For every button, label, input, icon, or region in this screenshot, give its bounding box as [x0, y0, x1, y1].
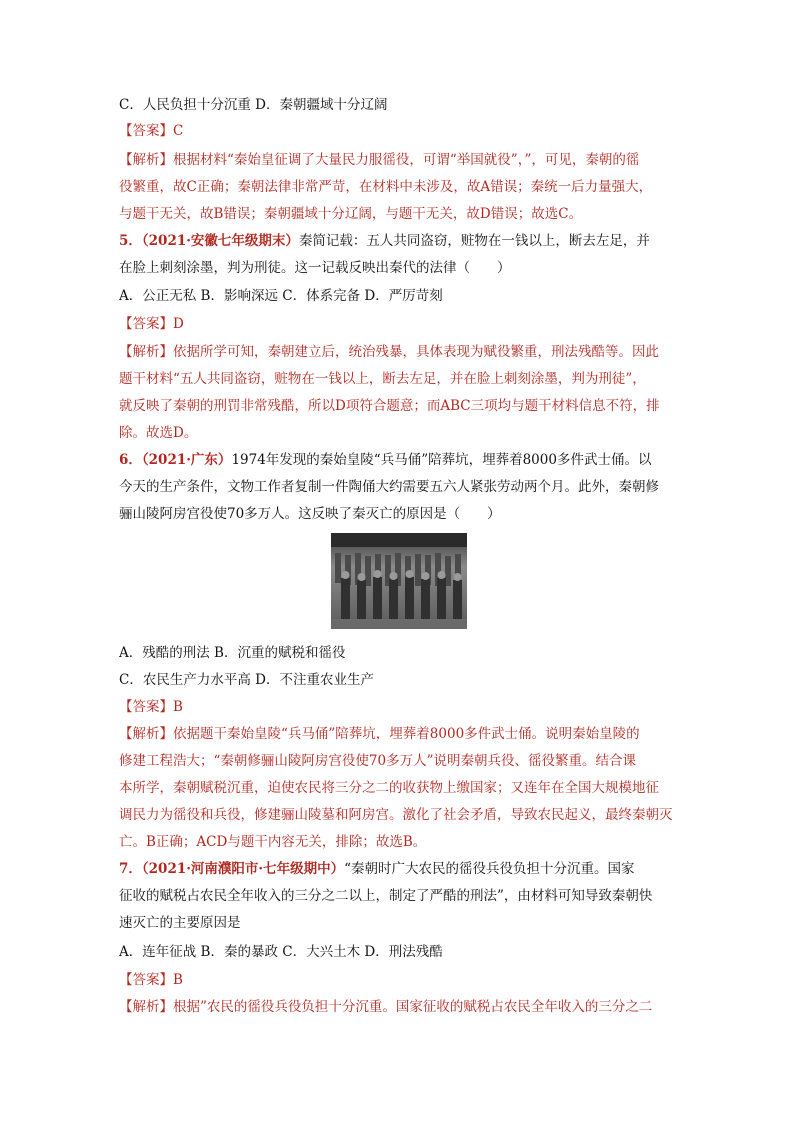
answer-tag: 【答案】: [119, 699, 173, 715]
q6-stem-line-1: [119, 447, 679, 473]
q5-answer-row: [119, 311, 679, 337]
answer-tag: 【答案】: [119, 972, 173, 988]
analysis-tag: 【解析】: [119, 152, 173, 168]
q4-analysis-line-2: 役繁重，故C正确；秦朝法律非常严苛，在材料中未涉及，故A错误；秦统一后力量强大，: [119, 179, 653, 195]
q6-analysis-line-4: 调民力为徭役和兵役，修建骊山陵墓和阿房宫。激化了社会矛盾，导致农民起义，最终秦朝灭: [119, 807, 673, 823]
q4-options-cd: C．人民负担十分沉重 D．秦朝疆域十分辽阔: [119, 97, 388, 113]
analysis-text: 依据题干秦始皇陵“兵马俑”陪葬坑，埋葬着8000多件武士俑。说明秦始皇陵的: [173, 726, 640, 742]
q5-analysis-line-1: [119, 339, 679, 365]
question-stem: 秦简记载：五人共同盗窃，赃物在一钱以上，断去左足，并: [298, 233, 650, 249]
terracotta-warriors-photo: [331, 533, 467, 629]
answer-value: C: [173, 123, 184, 139]
q7-analysis-line-1: [119, 994, 679, 1020]
q5-analysis-line-3: 就反映了秦朝的刑罚非常残酷，所以D项符合题意；而ABC三项均与题干材料信息不符，排: [119, 398, 660, 414]
q4-analysis-line-1: [119, 147, 679, 173]
q4-answer-row: [119, 118, 679, 144]
question-number: 5．: [119, 233, 142, 249]
q7-options: A．连年征战 B．秦的暴政 C．大兴土木 D．刑法残酷: [119, 944, 443, 960]
q6-analysis-line-5: 亡。B正确；ACD与题干内容无关，排除；故选B。: [119, 834, 427, 850]
analysis-tag: 【解析】: [119, 999, 173, 1015]
q5-stem-line-1: [119, 228, 679, 254]
q6-options-ab: A．残酷的刑法 B．沉重的赋税和徭役: [119, 645, 346, 661]
q5-analysis-line-4: 除。故选D。: [119, 425, 198, 441]
question-number: 7．: [119, 861, 142, 877]
q6-answer-row: [119, 694, 679, 720]
question-source: （2021·广东）: [141, 452, 232, 468]
analysis-text: 依据所学可知，秦朝建立后，统治残暴，具体表现为赋役繁重，刑法残酷等。因此: [173, 344, 659, 360]
analysis-text: 根据材料“秦始皇征调了大量民力服徭役，可谓“举国就役”，”，可见，秦朝的徭: [173, 152, 640, 168]
answer-tag: 【答案】: [119, 316, 173, 332]
q6-stem-line-3: 骊山陵阿房宫役使70多万人。这反映了秦灭亡的原因是（ ）: [119, 506, 501, 522]
q7-stem-line-1: [119, 856, 679, 882]
q7-stem-line-2: 征收的赋税占农民全年收入的三分之二以上，制定了严酷的刑法”，由材料可知导致秦朝快: [119, 888, 653, 904]
answer-tag: 【答案】: [119, 123, 173, 139]
question-number: 6．: [119, 452, 142, 468]
q7-answer-row: [119, 967, 679, 993]
question-stem: 1974年发现的秦始皇陵“兵马俑”陪葬坑，埋葬着8000多件武士俑。以: [231, 452, 652, 468]
q7-stem-line-3: 速灭亡的主要原因是: [119, 915, 241, 931]
q6-analysis-line-3: 本所学，秦朝赋税沉重，迫使农民将三分之二的收获物上缴国家；又连年在全国大规模地征: [119, 780, 659, 796]
q6-options-cd: C．农民生产力水平高 D．不注重农业生产: [119, 672, 374, 688]
q6-analysis-line-2: 修建工程浩大；“秦朝修骊山陵阿房宫役使70多万人”说明秦朝兵役、徭役繁重。结合课: [119, 753, 636, 769]
q6-analysis-line-1: [119, 721, 679, 747]
q6-stem-line-2: 今天的生产条件，文物工作者复制一件陶俑大约需要五六人紧张劳动两个月。此外，秦朝修: [119, 479, 659, 495]
q5-stem-line-2: 在脸上刺刻涂墨，判为刑徒。这一记载反映出秦代的法律（ ）: [119, 260, 511, 276]
answer-value: D: [173, 316, 184, 332]
q5-options: A．公正无私 B．影响深远 C．体系完备 D．严厉苛刻: [119, 288, 443, 304]
analysis-text: 根据”农民的徭役兵役负担十分沉重。国家征收的赋税占农民全年收入的三分之二: [173, 999, 653, 1015]
analysis-tag: 【解析】: [119, 726, 173, 742]
q4-analysis-line-3: 与题干无关，故B错误；秦朝疆域十分辽阔，与题干无关，故D错误；故选C。: [119, 206, 583, 222]
question-source: （2021·安徽七年级期末）: [141, 233, 299, 249]
q5-analysis-line-2: 题干材料“五人共同盗窃，赃物在一钱以上，断去左足，并在脸上刺刻涂墨，判为刑徒”，: [119, 371, 646, 387]
answer-value: B: [173, 699, 183, 715]
question-stem: “秦朝时广大农民的徭役兵役负担十分沉重。国家: [344, 861, 635, 877]
question-source: （2021·河南濮阳市·七年级期中）: [141, 861, 345, 877]
answer-value: B: [173, 972, 183, 988]
analysis-tag: 【解析】: [119, 344, 173, 360]
